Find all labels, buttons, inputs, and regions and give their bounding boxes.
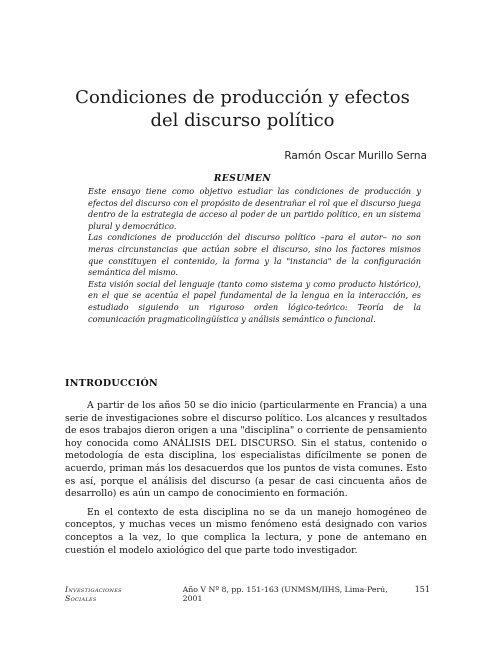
body-text (65, 400, 427, 557)
page-footer (65, 585, 430, 603)
abstract-paragraph-3: Esta visión social del lenguaje (tanto como sistema y como producto histórico), en el que se acentúa el papel fundamental de la lengua en la interacción, es estudiado siguiendo un riguroso orden lógico-teórico: Teoría de la comunicación pragmaticolingüística y análisis semántico o funcional. (88, 278, 421, 324)
article-title (0, 86, 485, 132)
article-title-line-2: del discurso político (150, 110, 335, 131)
abstract-text (88, 186, 421, 325)
abstract-paragraph-2: Las condiciones de producción del discurso político –para el autor– no son meras circunstancias que actúan sobre el discurso, sino los factores mismos que constituyen el contenido, la forma y la "instancia" de la configuración semántica del mismo. (88, 232, 421, 278)
abstract-heading: RESUMEN (213, 174, 272, 184)
page-number: 151 (414, 585, 430, 594)
footer-issue-info: Año V Nº 8, pp. 151-163 (UNMSM/IIHS, Lima-Perú, 2001 (182, 585, 388, 603)
body-paragraph-1: A partir de los años 50 se dio inicio (particularmente en Francia) a una serie de investigaciones sobre el discurso político. Los alcances y resultados de esos trabajos dieron origen a una "disciplina" o corriente de pensamiento hoy conocida como ANÁLISIS DEL DISCURSO. Sin el status, contenido o metodología de esta disciplina, los especialistas difícilmente se ponen de acuerdo, priman más los desacuerdos que los puntos de vista comunes. Esto es así, porque el análisis del discurso (a pesar de casi cincuenta años de desarrollo) es aún un campo de conocimiento en formación. (65, 400, 427, 500)
abstract-paragraph-1: Este ensayo tiene como objetivo estudiar las condiciones de producción y efectos del discurso con el propósito de desentrañar el rol que el discurso juega dentro de la estrategia de acceso al poder de un partido político, en un sistema plural y democrático. (88, 186, 421, 231)
section-heading-introduccion: INTRODUCCIÓN (65, 378, 159, 389)
footer-journal-name: Investigaciones Sociales (65, 585, 122, 603)
article-title-line-1: Condiciones de producción y efectos (75, 87, 410, 108)
author-name: Ramón Oscar Murillo Serna (284, 150, 427, 162)
body-paragraph-2: En el contexto de esta disciplina no se da un manejo homogéneo de conceptos, y muchas veces un mismo fenómeno está designado con varios conceptos a la vez, lo que complica la lectura, y pone de antemano en cuestión el modelo axiológico del que parte todo investigador. (65, 506, 427, 556)
